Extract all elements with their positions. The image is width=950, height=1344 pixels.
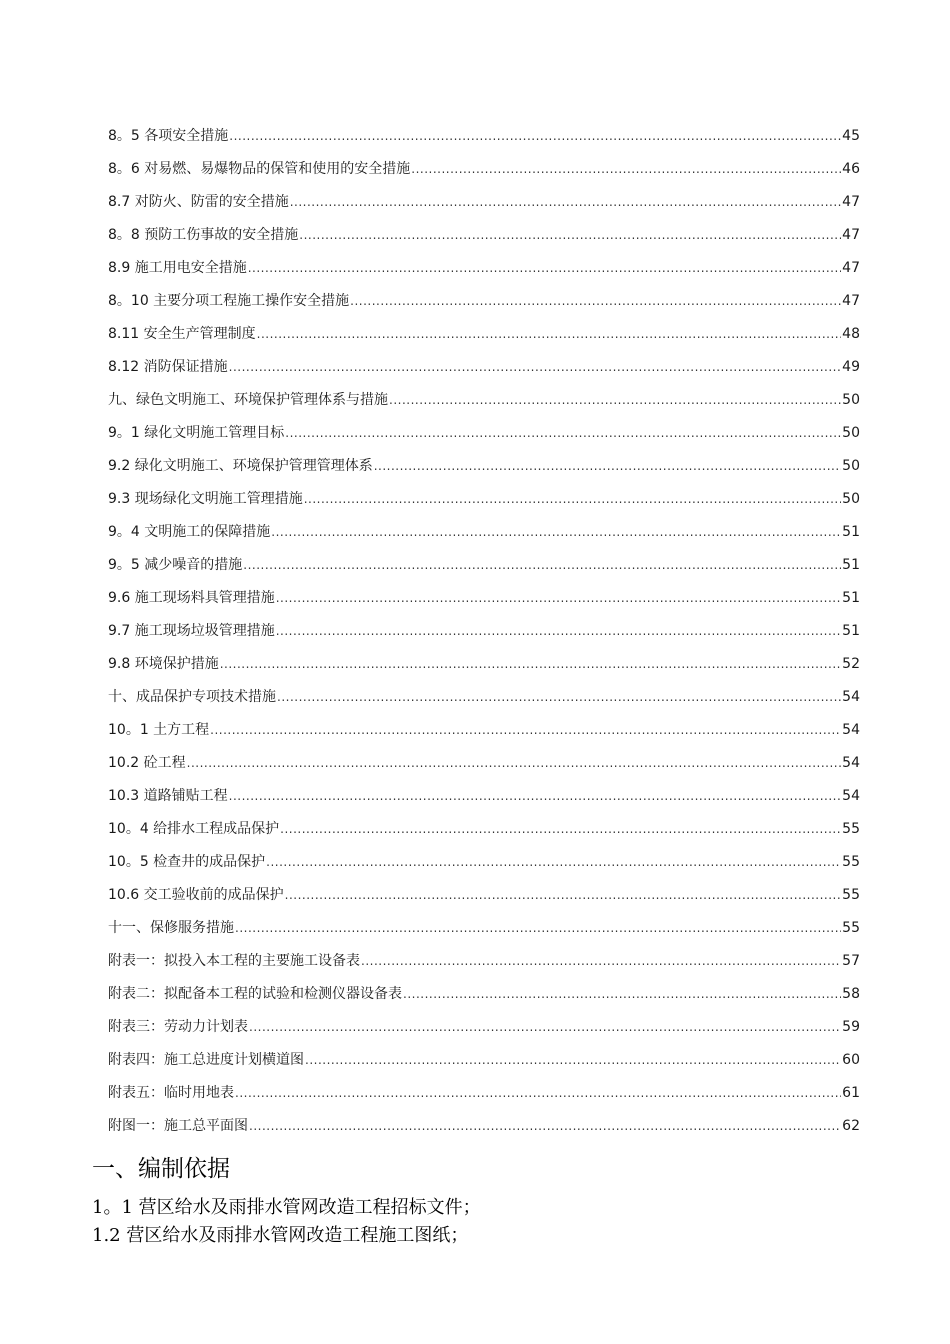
toc-entry[interactable]: [108, 351, 860, 384]
toc-entry-title: 9.7 施工现场垃圾管理措施: [108, 623, 275, 639]
toc-entry-page-number: 51: [842, 524, 860, 540]
section-heading: 一、编制依据: [92, 1156, 230, 1182]
toc-dot-leader: [229, 120, 841, 153]
toc-entry[interactable]: [108, 582, 860, 615]
toc-entry-page-number: 47: [842, 194, 860, 210]
toc-entry-page-number: 51: [842, 557, 860, 573]
toc-entry-page-number: 48: [842, 326, 860, 342]
toc-entry-page-number: 54: [842, 722, 860, 738]
toc-entry[interactable]: [108, 549, 860, 582]
toc-entry-title: 附表四：施工总进度计划横道图: [108, 1052, 304, 1068]
toc-entry-title: 8.7 对防火、防雷的安全措施: [108, 194, 289, 210]
toc-entry-title: 附表三：劳动力计划表: [108, 1019, 248, 1035]
toc-entry-page-number: 45: [842, 128, 860, 144]
toc-entry-title: 附图一：施工总平面图: [108, 1118, 248, 1134]
toc-entry[interactable]: [108, 186, 860, 219]
toc-dot-leader: [299, 219, 841, 252]
toc-dot-leader: [243, 549, 841, 582]
toc-entry-title: 9。5 减少噪音的措施: [108, 557, 243, 573]
toc-dot-leader: [229, 351, 842, 384]
toc-entry-page-number: 47: [842, 293, 860, 309]
toc-entry[interactable]: [108, 945, 860, 978]
toc-entry-page-number: 54: [842, 788, 860, 804]
toc-entry-title: 10.2 砼工程: [108, 755, 186, 771]
toc-entry-title: 8。5 各项安全措施: [108, 128, 229, 144]
toc-entry[interactable]: [108, 747, 860, 780]
toc-entry-page-number: 59: [842, 1019, 860, 1035]
toc-entry-title: 附表五：临时用地表: [108, 1085, 234, 1101]
toc-dot-leader: [271, 516, 841, 549]
toc-entry-page-number: 51: [842, 590, 860, 606]
toc-entry[interactable]: [108, 384, 860, 417]
toc-entry-page-number: 55: [842, 920, 860, 936]
toc-entry[interactable]: [108, 879, 860, 912]
toc-entry-title: 十一、保修服务措施: [108, 920, 234, 936]
toc-dot-leader: [280, 813, 841, 846]
toc-dot-leader: [285, 417, 841, 450]
toc-dot-leader: [411, 153, 841, 186]
toc-dot-leader: [249, 1110, 841, 1143]
toc-dot-leader: [285, 879, 842, 912]
toc-entry[interactable]: [108, 1077, 860, 1110]
toc-entry-title: 10。4 给排水工程成品保护: [108, 821, 280, 837]
toc-dot-leader: [257, 318, 842, 351]
toc-entry-title: 9。4 文明施工的保障措施: [108, 524, 271, 540]
toc-entry[interactable]: [108, 780, 860, 813]
toc-entry[interactable]: [108, 846, 860, 879]
toc-entry-title: 9.2 绿化文明施工、环境保护管理管理体系: [108, 458, 373, 474]
body-line-1: 1。1 营区给水及雨排水管网改造工程招标文件；: [92, 1197, 481, 1218]
toc-entry-title: 10.3 道路铺贴工程: [108, 788, 228, 804]
toc-dot-leader: [403, 978, 841, 1011]
toc-entry[interactable]: [108, 417, 860, 450]
toc-entry-page-number: 61: [842, 1085, 860, 1101]
toc-entry-page-number: 62: [842, 1118, 860, 1134]
toc-entry[interactable]: [108, 318, 860, 351]
toc-entry-title: 8。6 对易燃、易爆物品的保管和使用的安全措施: [108, 161, 411, 177]
toc-entry[interactable]: [108, 483, 860, 516]
toc-entry-page-number: 47: [842, 227, 860, 243]
toc-dot-leader: [389, 384, 841, 417]
toc-dot-leader: [304, 483, 841, 516]
toc-dot-leader: [235, 912, 841, 945]
toc-entry-title: 10。1 土方工程: [108, 722, 210, 738]
toc-dot-leader: [277, 681, 841, 714]
toc-entry[interactable]: [108, 1044, 860, 1077]
toc-entry-title: 9.8 环境保护措施: [108, 656, 219, 672]
toc-entry-page-number: 58: [842, 986, 860, 1002]
toc-dot-leader: [276, 582, 841, 615]
toc-entry-page-number: 57: [842, 953, 860, 969]
toc-entry-page-number: 46: [842, 161, 860, 177]
toc-entry-page-number: 55: [842, 854, 860, 870]
toc-entry-page-number: 55: [842, 887, 860, 903]
toc-dot-leader: [229, 780, 842, 813]
body-line-2: 1.2 营区给水及雨排水管网改造工程施工图纸；: [92, 1225, 469, 1246]
toc-dot-leader: [220, 648, 841, 681]
toc-entry[interactable]: [108, 219, 860, 252]
toc-entry-title: 九、绿色文明施工、环境保护管理体系与措施: [108, 392, 388, 408]
toc-entry-page-number: 60: [842, 1052, 860, 1068]
toc-dot-leader: [350, 285, 841, 318]
toc-dot-leader: [276, 615, 841, 648]
toc-entry-title: 8.11 安全生产管理制度: [108, 326, 256, 342]
toc-dot-leader: [290, 186, 841, 219]
toc-entry-title: 10.6 交工验收前的成品保护: [108, 887, 284, 903]
toc-entry-page-number: 47: [842, 260, 860, 276]
toc-entry[interactable]: [108, 450, 860, 483]
toc-entry-title: 十、成品保护专项技术措施: [108, 689, 276, 705]
toc-entry[interactable]: [108, 681, 860, 714]
toc-dot-leader: [374, 450, 841, 483]
toc-entry[interactable]: [108, 912, 860, 945]
toc-entry-page-number: 49: [842, 359, 860, 375]
table-of-contents: [108, 120, 860, 1143]
toc-dot-leader: [187, 747, 842, 780]
toc-dot-leader: [305, 1044, 841, 1077]
toc-entry[interactable]: [108, 153, 860, 186]
toc-entry-title: 8.12 消防保证措施: [108, 359, 228, 375]
toc-entry[interactable]: [108, 120, 860, 153]
toc-entry-page-number: 50: [842, 458, 860, 474]
toc-entry[interactable]: [108, 252, 860, 285]
toc-dot-leader: [235, 1077, 841, 1110]
toc-dot-leader: [249, 1011, 841, 1044]
toc-dot-leader: [248, 252, 841, 285]
toc-entry[interactable]: [108, 648, 860, 681]
toc-entry[interactable]: [108, 1011, 860, 1044]
toc-entry[interactable]: [108, 615, 860, 648]
toc-entry-title: 附表二：拟配备本工程的试验和检测仪器设备表: [108, 986, 402, 1002]
toc-entry-page-number: 51: [842, 623, 860, 639]
toc-entry-title: 9。1 绿化文明施工管理目标: [108, 425, 285, 441]
toc-dot-leader: [210, 714, 841, 747]
toc-entry-page-number: 50: [842, 425, 860, 441]
toc-entry-page-number: 55: [842, 821, 860, 837]
toc-entry-page-number: 50: [842, 491, 860, 507]
toc-dot-leader: [266, 846, 841, 879]
toc-entry[interactable]: [108, 1110, 860, 1143]
toc-entry-page-number: 52: [842, 656, 860, 672]
toc-entry-title: 8.9 施工用电安全措施: [108, 260, 247, 276]
toc-entry-title: 8。10 主要分项工程施工操作安全措施: [108, 293, 350, 309]
toc-entry[interactable]: [108, 516, 860, 549]
toc-entry-title: 9.3 现场绿化文明施工管理措施: [108, 491, 303, 507]
toc-entry-title: 附表一：拟投入本工程的主要施工设备表: [108, 953, 360, 969]
toc-entry[interactable]: [108, 813, 860, 846]
toc-entry-title: 8。8 预防工伤事故的安全措施: [108, 227, 299, 243]
toc-entry[interactable]: [108, 978, 860, 1011]
toc-entry-title: 10。5 检查井的成品保护: [108, 854, 266, 870]
toc-entry[interactable]: [108, 714, 860, 747]
toc-entry-title: 9.6 施工现场料具管理措施: [108, 590, 275, 606]
toc-entry-page-number: 54: [842, 755, 860, 771]
toc-dot-leader: [361, 945, 841, 978]
toc-entry-page-number: 54: [842, 689, 860, 705]
toc-entry-page-number: 50: [842, 392, 860, 408]
toc-entry[interactable]: [108, 285, 860, 318]
